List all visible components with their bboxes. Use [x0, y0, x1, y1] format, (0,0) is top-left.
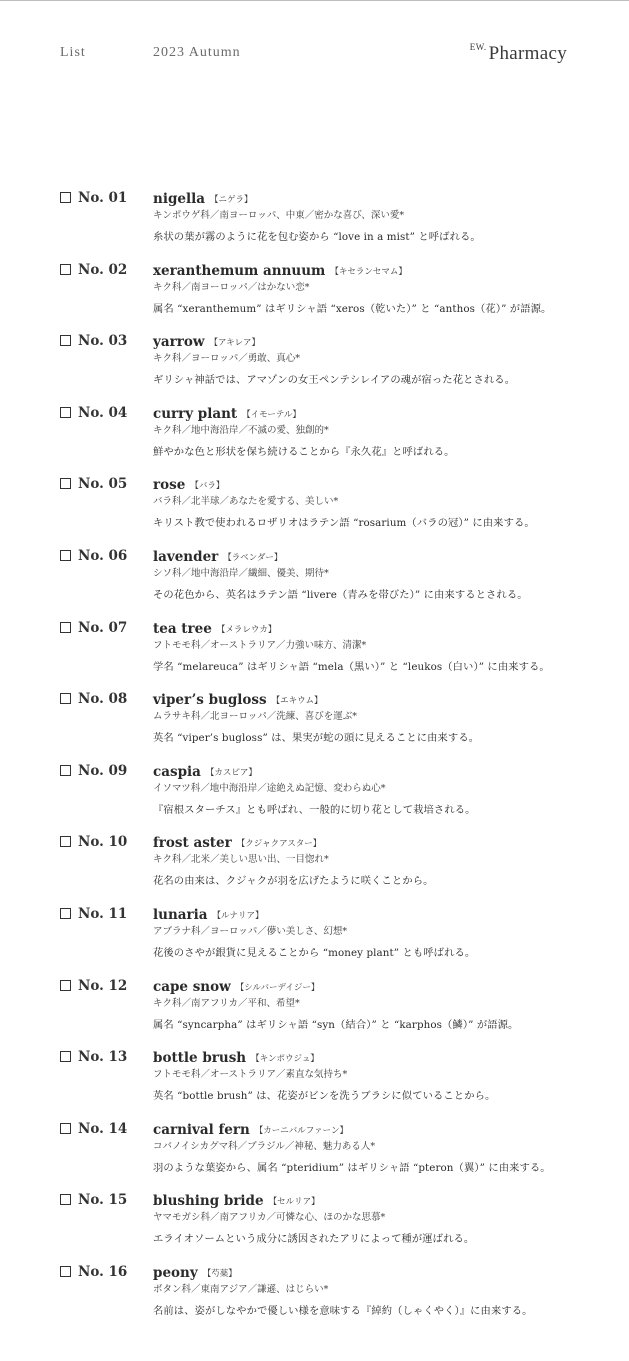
- list-item: [60, 1190, 580, 1262]
- flower-meta: キク科／ヨーロッパ／勇敢、真心*: [153, 353, 301, 365]
- flower-kana: 【イモーテル】: [242, 409, 301, 420]
- checkbox[interactable]: [60, 550, 71, 561]
- flower-meta: フトモモ科／オーストラリア／力強い味方、清潔*: [153, 639, 367, 651]
- item-number: [60, 474, 127, 494]
- item-number: [60, 761, 127, 781]
- item-number: [60, 689, 127, 709]
- flower-kana: 【アキレア】: [209, 338, 261, 349]
- flower-description: 英名 “bottle brush” は、花姿がビンを洗うブラシに似ていることから。: [153, 1090, 496, 1103]
- flower-name: cape snow: [153, 978, 231, 995]
- checkbox[interactable]: [60, 264, 71, 275]
- checkbox[interactable]: [60, 908, 71, 919]
- item-number-label: No. 14: [78, 1120, 128, 1137]
- flower-description: キリスト教で使われるロザリオはラテン語 “rosarium（バラの冠）” に由来する。: [153, 517, 535, 530]
- checkbox[interactable]: [60, 980, 71, 991]
- flower-description: 学名 “melareuca” はギリシャ語 “mela（黒い）” と “leukos（白い）” に由来する。: [153, 660, 550, 673]
- list-item: [60, 188, 580, 260]
- flower-name: tea tree: [153, 620, 212, 637]
- item-number-label: No. 15: [78, 1192, 128, 1209]
- flower-kana: 【カスピア】: [205, 767, 257, 778]
- flower-name: yarrow: [153, 334, 205, 351]
- flower-name: bottle brush: [153, 1050, 247, 1067]
- top-divider: [0, 0, 629, 1]
- item-number-label: No. 13: [78, 1049, 128, 1066]
- flower-meta: キンポウゲ科／南ヨーロッパ、中東／密かな喜び、深い愛*: [153, 210, 405, 221]
- flower-description: 羽のような葉姿から、属名 “pteridium” はギリシャ語 “pteron（翼）” に由来する。: [153, 1161, 551, 1174]
- item-number: [60, 188, 127, 208]
- flower-name: curry plant: [153, 405, 238, 422]
- flower-description: 属名 “xeranthemum” はギリシャ語 “xeros（乾いた）” と “anthos（花）” が語源。: [153, 302, 552, 315]
- flower-kana: 【カーニバルファーン】: [254, 1125, 348, 1136]
- flower-description: 『宿根スターチス』とも呼ばれ、一般的に切り花として栽培される。: [153, 803, 476, 816]
- item-number: [60, 1119, 127, 1139]
- checkbox[interactable]: [60, 1051, 71, 1062]
- flower-description: 糸状の葉が霧のように花を包む姿から “love in a mist” と呼ばれる。: [153, 231, 481, 243]
- flower-meta: バラ科／北半球／あなたを愛する、美しい*: [153, 496, 339, 508]
- flower-meta: キク科／地中海沿岸／不滅の愛、独創的*: [153, 424, 329, 436]
- flower-description: 鮮やかな色と形状を保ち続けることから『永久花』と呼ばれる。: [153, 445, 455, 458]
- flower-name: caspia: [153, 763, 201, 780]
- list-label: List: [60, 45, 86, 60]
- flower-name: frost aster: [153, 835, 232, 852]
- item-number: [60, 1190, 127, 1210]
- checkbox[interactable]: [60, 1123, 71, 1134]
- flower-meta: キク科／南ヨーロッパ／はかない恋*: [153, 281, 310, 293]
- flower-meta: ヤマモガシ科／南アフリカ／可憐な心、ほのかな思慕*: [153, 1212, 386, 1224]
- checkbox[interactable]: [60, 765, 71, 776]
- item-number-label: No. 03: [78, 333, 128, 350]
- list-item: [60, 832, 580, 904]
- item-title: [153, 546, 282, 568]
- flower-description: 花後のさやが銀貨に見えることから “money plant” とも呼ばれる。: [153, 946, 476, 959]
- item-number: [60, 260, 127, 280]
- flower-kana: 【キセランセマム】: [330, 266, 407, 277]
- flower-description: その花色から、英名はラテン語 “livere（青みを帯びた）” に由来するとされる。: [153, 588, 528, 601]
- item-title: [153, 474, 224, 496]
- flower-name: peony: [153, 1264, 198, 1281]
- item-number: [60, 403, 127, 423]
- item-number: [60, 976, 127, 996]
- brand-logo: [470, 42, 567, 65]
- flower-description: 属名 “syncarpha” はギリシャ語 “syn（結合）” と “karphos（鱗）” が語源。: [153, 1018, 519, 1031]
- item-title: [153, 331, 260, 353]
- flower-meta: コバノイシカグマ科／ブラジル／神秘、魅力ある人*: [153, 1140, 376, 1152]
- item-number-label: No. 09: [78, 762, 128, 779]
- item-title: [153, 904, 264, 926]
- item-title: [153, 976, 319, 998]
- item-number: [60, 618, 127, 638]
- item-number-label: No. 07: [78, 619, 128, 636]
- list-item: [60, 546, 580, 618]
- flower-kana: 【メラレウカ】: [216, 624, 277, 635]
- item-title: [153, 618, 276, 640]
- flower-meta: シソ科／地中海沿岸／繊細、優美、期待*: [153, 567, 329, 579]
- list-item: [60, 403, 580, 475]
- flower-name: blushing bride: [153, 1193, 264, 1210]
- flower-description: 名前は、姿がしなやかで優しい様を意味する『綽約（しゃくやく）』に由来する。: [153, 1304, 533, 1317]
- checkbox[interactable]: [60, 836, 71, 847]
- flower-kana: 【芍薬】: [202, 1268, 237, 1279]
- item-number-label: No. 01: [78, 190, 128, 206]
- flower-name: lunaria: [153, 906, 208, 923]
- item-number-label: No. 06: [78, 547, 128, 564]
- checkbox[interactable]: [60, 407, 71, 418]
- item-title: [153, 1190, 320, 1212]
- flower-kana: 【ルナリア】: [212, 910, 264, 921]
- flower-name: viper’s bugloss: [153, 692, 267, 709]
- list-item: [60, 904, 580, 976]
- list-item: [60, 618, 580, 690]
- item-title: [153, 689, 323, 711]
- item-title: [153, 188, 253, 210]
- item-title: [153, 761, 257, 783]
- flower-kana: 【ラベンダー】: [223, 552, 283, 563]
- flower-kana: 【バラ】: [190, 481, 225, 492]
- item-title: [153, 403, 301, 425]
- item-number-label: No. 11: [78, 905, 128, 922]
- flower-meta: ムラサキ科／北ヨーロッパ／洗練、喜びを運ぶ*: [153, 711, 358, 723]
- checkbox[interactable]: [60, 478, 71, 489]
- flower-name: xeranthemum annuum: [153, 262, 326, 279]
- flower-description: ギリシャ神話では、アマゾンの女王ペンテシレイアの魂が宿った花とされる。: [153, 374, 516, 387]
- item-number-label: No. 12: [78, 977, 128, 994]
- list-item: [60, 1262, 580, 1334]
- flower-kana: 【セルリア】: [268, 1197, 320, 1208]
- item-title: [153, 260, 407, 282]
- flower-description: エライオソームという成分に誘因されたアリによって種が運ばれる。: [153, 1233, 475, 1246]
- flower-meta: キク科／南アフリカ／平和、希望*: [153, 997, 300, 1009]
- item-number-label: No. 04: [78, 404, 128, 421]
- flower-meta: ボタン科／東南アジア／謙遜、はじらい*: [153, 1283, 329, 1295]
- list-item: [60, 1047, 580, 1119]
- flower-kana: 【ニゲラ】: [209, 195, 253, 205]
- item-number: [60, 832, 127, 852]
- item-title: [153, 1262, 237, 1284]
- list-item: [60, 1119, 580, 1191]
- flower-name: nigella: [153, 191, 205, 207]
- flower-kana: 【シルバーデイジー】: [235, 982, 320, 993]
- checkbox[interactable]: [60, 693, 71, 704]
- item-number-label: No. 02: [78, 261, 128, 278]
- flower-kana: 【エキウム】: [271, 696, 323, 707]
- flower-kana: 【クジャクアスター】: [236, 839, 322, 850]
- list-item: [60, 260, 580, 332]
- checkbox[interactable]: [60, 622, 71, 633]
- flower-name: rose: [153, 477, 186, 494]
- flower-name: lavender: [153, 548, 219, 565]
- flower-meta: アブラナ科／ヨーロッパ／儚い美しさ、幻想*: [153, 925, 348, 937]
- list-item: [60, 689, 580, 761]
- list-item: [60, 761, 580, 833]
- brand-name: Pharmacy: [488, 43, 567, 64]
- item-number: [60, 546, 127, 566]
- item-number: [60, 904, 127, 924]
- flower-list: [60, 188, 580, 1334]
- flower-description: 英名 “viper’s bugloss” は、果実が蛇の頭に見えることに由来する。: [153, 732, 480, 745]
- item-number: [60, 1047, 127, 1067]
- flower-meta: キク科／北米／美しい思い出、一目惚れ*: [153, 854, 329, 866]
- item-number-label: No. 05: [78, 476, 128, 493]
- item-title: [153, 832, 321, 854]
- list-item: [60, 976, 580, 1048]
- brand-prefix: EW.: [469, 42, 487, 52]
- checkbox[interactable]: [60, 1266, 71, 1277]
- item-number: [60, 331, 127, 351]
- item-number-label: No. 10: [78, 834, 128, 851]
- list-item: [60, 331, 580, 403]
- item-title: [153, 1119, 348, 1141]
- flower-kana: 【キンポウジュ】: [251, 1054, 319, 1065]
- season-label: 2023 Autumn: [153, 45, 241, 60]
- item-title: [153, 1047, 319, 1069]
- item-number-label: No. 16: [78, 1263, 128, 1280]
- flower-description: 花名の由来は、クジャクが羽を広げたように咲くことから。: [153, 875, 434, 888]
- item-number-label: No. 08: [78, 691, 128, 708]
- checkbox[interactable]: [60, 192, 71, 203]
- flower-meta: イソマツ科／地中海沿岸／途絶えぬ記憶、変わらぬ心*: [153, 782, 386, 794]
- list-item: [60, 474, 580, 546]
- checkbox[interactable]: [60, 1194, 71, 1205]
- flower-meta: フトモモ科／オーストラリア／素直な気持ち*: [153, 1069, 348, 1081]
- flower-name: carnival fern: [153, 1121, 250, 1138]
- item-number: [60, 1262, 127, 1282]
- checkbox[interactable]: [60, 335, 71, 346]
